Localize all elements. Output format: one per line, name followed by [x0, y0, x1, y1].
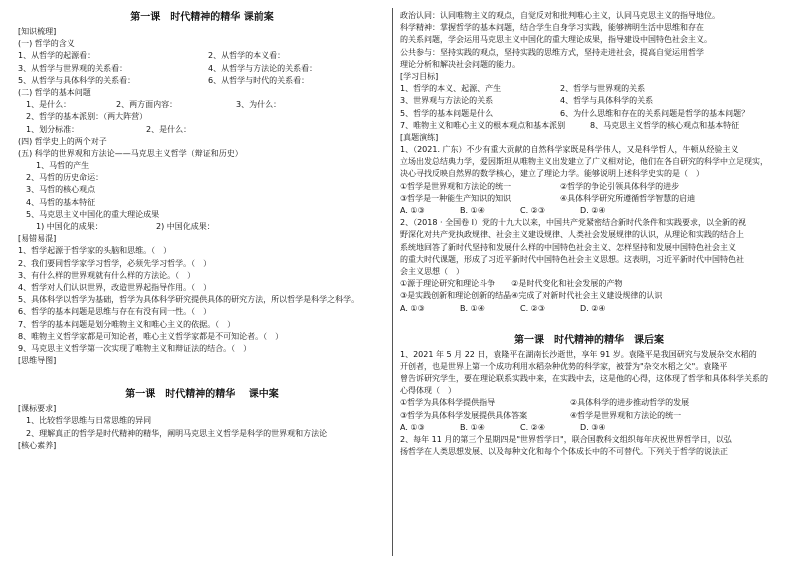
answer-choice: C. ②④: [520, 422, 546, 432]
knowledge-item: 5、从哲学与具体科学的关系看：: [18, 75, 136, 85]
knowledge-item: (一) 哲学的含义: [18, 39, 75, 49]
goal-item: 6、为什么思维和存在的关系问题是哲学的基本问题？: [560, 108, 750, 118]
errors-heading: [易错易混]: [18, 234, 57, 244]
core-literacy-item: 的关系问题，学会运用马克思主义中国化的重大理论成果，指导建设中国特色社会主义。: [400, 35, 712, 45]
goal-item: 5、哲学的基本问题是什么: [400, 108, 494, 118]
option-item: ④具体科学研究所遵循哲学智慧的启迪: [560, 193, 696, 203]
goal-item: 2、哲学与世界观的关系: [560, 84, 646, 94]
option-item: ③是实践创新和理论创新的结晶④完成了对新时代社会主义建设规律的认识: [400, 291, 663, 301]
right-column: [400, 10, 778, 458]
knowledge-item: 3、为什么：: [236, 100, 282, 110]
knowledge-item: 4、从哲学与方法论的关系看：: [208, 63, 318, 73]
question-text: 开创者，也是世界上第一个成功利用水稻杂种优势的科学家，被誉为"杂交水稻之父"。袁隆平: [400, 361, 728, 371]
judgement-item: 5、具体科学以哲学为基础，哲学为具体科学研究提供具体的研究方法，所以哲学是科学之科学。: [18, 295, 360, 305]
knowledge-item: 2、哲学的基本派别：（两大阵营）: [26, 112, 148, 122]
question-text: 1、（2021. 广东）不少有重大贡献的自然科学家既是科学伟人，又是科学哲人，牛顿从经验主义: [400, 145, 739, 155]
option-item: ④哲学是世界观和方法论的统一: [570, 410, 682, 420]
after-class-title: 第一课 时代精神的精华 课后案: [514, 334, 664, 346]
question-text: 野深化对共产党执政规律、社会主义建设规律、人类社会发展规律的认识，从理论和实践的结合上: [400, 230, 744, 240]
practice-heading: [真题演练]: [400, 132, 439, 142]
knowledge-item: 3、马哲的核心观点: [26, 185, 96, 195]
judgement-item: 6、哲学的基本问题是思维与存在有没有同一性。（ ）: [18, 307, 212, 317]
core-literacy-heading: [核心素养]: [18, 440, 57, 450]
question-text: 1、2021 年 5 月 22 日，袁隆平在湖南长沙逝世，享年 91 岁。袁隆平是我国研究与发展杂交水稻的: [400, 349, 757, 359]
knowledge-item: 1、是什么：: [26, 100, 72, 110]
knowledge-item: 6、从哲学与时代的关系看：: [208, 75, 310, 85]
question-text: 决心寻找反映自然界的数学核心，建立了理论力学。能够说明上述科学史实的是（ ）: [400, 169, 704, 179]
goal-item: 7、唯物主义和唯心主义的根本观点和基本派别: [400, 120, 566, 130]
requirements-heading: [课标要求]: [18, 404, 57, 414]
knowledge-item: 2、从哲学的本义看：: [208, 51, 286, 61]
answer-choice: B. ①④: [460, 303, 485, 313]
goal-item: 4、哲学与具体科学的关系: [560, 96, 654, 106]
question-text: 心得体现（ ）: [400, 386, 456, 396]
option-item: ③哲学是一种能生产知识的知识: [400, 193, 512, 203]
judgement-item: 8、唯物主义哲学家都是可知论者，唯心主义哲学家都是不可知论者。（ ）: [18, 331, 284, 341]
option-item: ①哲学为具体科学提供指导: [400, 398, 496, 408]
question-text: 的重大时代课题，形成了习近平新时代中国特色社会主义思想。这表明，习近平新时代中国特色社: [400, 254, 744, 264]
knowledge-item: 2、两方面内容：: [116, 100, 178, 110]
knowledge-item: 1) 中国化的成果：: [36, 222, 103, 231]
answer-choice: B. ①④: [460, 422, 485, 432]
answer-choice: C. ②③: [520, 303, 546, 313]
knowledge-item: 2、马哲的历史命运：: [26, 173, 104, 183]
goal-item: 8、马克思主义哲学的核心观点和基本特征: [590, 120, 740, 130]
judgement-item: 4、哲学对人们认识世界，改造世界起指导作用。（ ）: [18, 282, 212, 292]
knowledge-item: 1、划分标准：: [26, 124, 80, 134]
judgement-item: 9、马克思主义哲学第一次实现了唯物主义和辩证法的结合。（ ）: [18, 343, 252, 353]
core-literacy-item: 理论分析和解决社会问题的能力。: [400, 59, 520, 69]
question-text: 2、（2018 · 全国卷 I）党的十九大以来，中国共产党紧密结合新时代条件和实践要求，以全新的视: [400, 218, 746, 228]
core-literacy-item: 公共参与：坚持实践的观点，坚持实践的思维方式，坚持走进社会，提高自觉运用哲学: [400, 47, 704, 57]
question-text: 系统地回答了新时代坚持和发展什么样的中国特色社会主义、怎样坚持和发展中国特色社会主义: [400, 242, 736, 252]
option-item: ③哲学为具体科学发展提供具体答案: [400, 410, 528, 420]
knowledge-item: 3、从哲学与世界观的关系看：: [18, 63, 128, 73]
left-column: [18, 10, 386, 452]
knowledge-item: 4、马哲的基本特征: [26, 197, 96, 207]
answer-choice: C. ②③: [520, 206, 546, 215]
option-item: ①源于理论研究和理论斗争 ②是时代变化和社会发展的产物: [400, 279, 623, 289]
goal-item: 3、世界观与方法论的关系: [400, 96, 494, 106]
requirement-item: 1、比较哲学思维与日常思维的异同: [26, 416, 152, 426]
knowledge-item: 1、从哲学的起源看：: [18, 51, 96, 61]
answer-choice: A. ①③: [400, 303, 425, 313]
knowledge-item: (五) 科学的世界观和方法论——马克思主义哲学（辩证和历史）: [18, 148, 243, 158]
column-divider: [392, 8, 393, 556]
knowledge-item: 2) 中国化成果：: [156, 222, 215, 231]
judgement-item: 7、哲学的基本问题是划分唯物主义和唯心主义的依据。（ ）: [18, 319, 236, 329]
knowledge-item: 1、马哲的产生: [36, 161, 90, 171]
knowledge-item: 5、马克思主义中国化的重大理论成果: [26, 209, 160, 219]
pre-class-title: 第一课 时代精神的精华 课前案: [130, 12, 274, 23]
goal-item: 1、哲学的本义、起源、产生: [400, 84, 502, 94]
answer-choice: A. ①③: [400, 206, 425, 215]
mindmap-heading: [思维导图]: [18, 356, 57, 366]
knowledge-heading: [知识梳理]: [18, 27, 57, 36]
judgement-item: 3、有什么样的世界观就有什么样的方法论。（ ）: [18, 270, 196, 280]
answer-choice: D. ②④: [580, 206, 606, 215]
question-text: 会主义思想（ ）: [400, 266, 464, 276]
answer-choice: D. ②④: [580, 303, 606, 313]
question-text: 2、每年 11 月的第三个星期四是"世界哲学日"，联合国教科文组织每年庆祝世界哲学日，以弘: [400, 435, 732, 444]
requirement-item: 2、理解真正的哲学是时代精神的精华，阐明马克思主义哲学是科学的世界观和方法论: [26, 428, 328, 438]
answer-choice: D. ③④: [580, 422, 606, 432]
judgement-item: 1、哲学起源于哲学家的头脑和思维。（ ）: [18, 246, 172, 256]
question-text: 曾告诉研究学生，要在理论联系实践中来，在实践中去，这是他的心得，这体现了哲学和具体科学关系的: [400, 374, 768, 384]
core-literacy-item: 科学精神：掌握哲学的基本问题，结合学生自身学习实践，能够辨明生活中思维和存在: [400, 23, 704, 33]
option-item: ②哲学的争论引领具体科学的进步: [560, 181, 680, 191]
spacer: [400, 315, 778, 327]
answer-choice: B. ①④: [460, 206, 485, 215]
option-item: ①哲学是世界观和方法论的统一: [400, 181, 512, 191]
question-text: 立场出发总结典力学，爱因斯坦从唯物主义出发建立了广义相对论，他们在各自研究的科学中立足现实，: [400, 157, 768, 167]
answer-choice: A. ①③: [400, 422, 425, 432]
goals-heading: [学习目标]: [400, 71, 439, 81]
knowledge-item: (二) 哲学的基本问题: [18, 87, 91, 97]
core-literacy-item: 政治认同：认同唯物主义的观点，自觉反对和批判唯心主义，认同马克思主义的指导地位。: [400, 11, 720, 20]
judgement-item: 2、我们要同哲学家学习哲学，必须先学习哲学。（ ）: [18, 258, 212, 268]
question-text: 扬哲学在人类思想发展、以及每种文化和每个个体成长中的不可替代。下列关于哲学的说法正: [400, 447, 728, 457]
option-item: ②具体科学的进步推动哲学的发展: [570, 398, 690, 408]
knowledge-item: 2、是什么：: [146, 124, 192, 134]
in-class-title: 第一课 时代精神的精华 课中案: [125, 389, 279, 401]
knowledge-item: (四) 哲学史上的两个对子: [18, 136, 107, 146]
